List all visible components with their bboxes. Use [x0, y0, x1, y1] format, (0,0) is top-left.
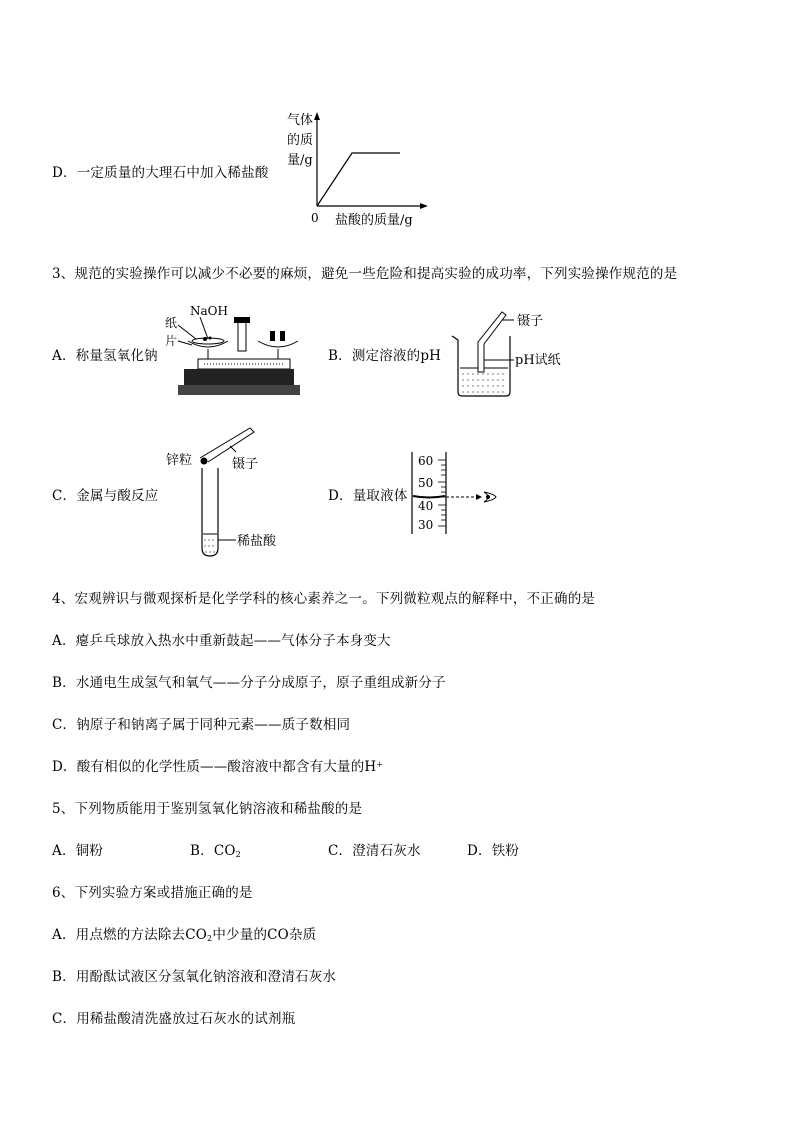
q6-option-c: C．用稀盐酸清洗盛放过石灰水的试剂瓶 — [52, 1011, 296, 1027]
balance-figure — [160, 303, 305, 398]
q3-option-b: B．测定溶液的pH — [328, 348, 442, 364]
label-acid: 稀盐酸 — [237, 534, 277, 549]
tick-60: 60 — [418, 454, 434, 468]
q6-option-a — [52, 923, 316, 943]
graph-curve — [317, 153, 400, 206]
q6-stem: 6、下列实验方案或措施正确的是 — [52, 885, 253, 901]
q4-option-b: B．水通电生成氢气和氧气——分子分成原子，原子重组成新分子 — [52, 675, 446, 691]
label-niezi-c: 镊子 — [232, 457, 259, 472]
q5-stem: 5、下列物质能用于鉴别氢氧化钠溶液和稀盐酸的是 — [52, 801, 363, 817]
test-tube-figure — [164, 420, 299, 560]
test-tube — [202, 468, 218, 556]
q4-option-a: A．瘪乒乓球放入热水中重新鼓起——气体分子本身变大 — [52, 633, 391, 649]
graph-x-arrow — [420, 203, 428, 209]
tick-50: 50 — [418, 476, 434, 490]
q5-option-b-sub: 2 — [235, 850, 241, 859]
balance-base — [184, 369, 294, 385]
label-zinc: 锌粒 — [166, 453, 193, 468]
label-niezi-b: 镊子 — [517, 314, 544, 329]
q4-option-d — [52, 755, 383, 775]
q5-option-b — [190, 839, 241, 859]
q3-stem: 3、规范的实验操作可以减少不必要的麻烦，避免一些危险和提高实验的成功率，下列实验操作规范的是 — [52, 266, 678, 282]
label-pian: 片 — [165, 334, 178, 348]
q4-option-d-sup: + — [376, 760, 384, 769]
q5-option-d: D．铁粉 — [467, 843, 520, 859]
q3-option-a: A．称量氢氧化钠 — [52, 348, 158, 364]
zinc-granule — [201, 458, 208, 465]
q6-option-a-pre: A．用点燃的方法除去CO — [52, 927, 208, 943]
label-naoh: NaOH — [190, 304, 228, 318]
graph-ylabel-2: 的质 — [287, 133, 314, 148]
q4-option-c: C．钠原子和钠离子属于同种元素——质子数相同 — [52, 717, 351, 733]
tweezers — [478, 312, 506, 344]
q2-option-d: D．一定质量的大理石中加入稀盐酸 — [52, 165, 269, 181]
beaker-ph-figure — [440, 306, 570, 401]
q6-option-b: B．用酚酞试液区分氢氧化钠溶液和澄清石灰水 — [52, 969, 337, 985]
q4-stem: 4、宏观辨识与微观探析是化学学科的核心素养之一。下列微粒观点的解释中，不正确的是 — [52, 591, 596, 607]
q3-option-d: D．量取液体 — [328, 488, 408, 504]
q5-option-b-text: B．CO — [190, 843, 236, 859]
meniscus — [413, 496, 445, 498]
q6-option-a-sub: 2 — [207, 934, 213, 943]
tick-40: 40 — [418, 499, 434, 513]
cylinder-figure — [408, 450, 508, 535]
tick-30: 30 — [418, 518, 434, 532]
q4-option-d-text: D．酸有相似的化学性质——酸溶液中都含有大量的H — [52, 759, 377, 775]
graph-xlabel: 盐酸的质量/g — [335, 213, 413, 228]
q3-option-c: C．金属与酸反应 — [52, 488, 159, 504]
q2-graph — [280, 106, 430, 232]
q5-option-a: A．铜粉 — [52, 843, 104, 859]
graph-y-arrow — [314, 112, 320, 120]
ph-paper — [478, 342, 484, 372]
label-zhi: 纸 — [165, 316, 178, 330]
label-ph-paper: pH试纸 — [515, 353, 561, 368]
graph-ylabel-3: 量/g — [287, 153, 313, 168]
graph-origin: 0 — [311, 211, 319, 225]
q6-option-a-post: 中少量的CO杂质 — [212, 927, 317, 943]
q5-option-c: C．澄清石灰水 — [328, 843, 421, 859]
graph-ylabel-1: 气体 — [287, 113, 314, 128]
